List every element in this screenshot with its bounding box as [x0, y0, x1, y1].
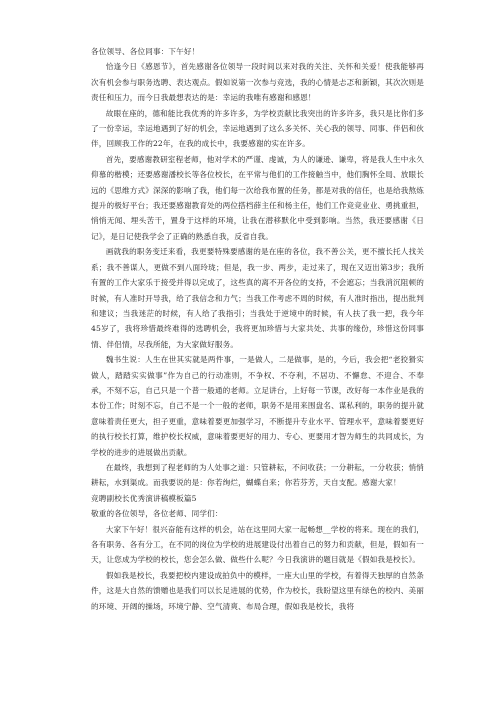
paragraph: 在最终，我想到了程老师的为人处事之道：只管耕耘，不问收获；一分耕耘，一分收获；悄悄耕耘，水到渠成。而我要说的是：你若绚烂，蝴蝶自来；你若芬芳，天自支配。感谢大家！ [91, 462, 424, 488]
paragraph: 魏书生说：人生在世其实就是两件事，一是做人，二是做事，是的，今后，我会把“老狡猾实做人，踏踏实实做事”作为自己的行动准则，不争权、不夺利，不居功、不懈怠、不迎合、不奉承，不刻不忘，自己只是一个普一般通的老师。立足讲台，上好每一节课，改好每一本作业是我的本份工作；时刻不忘，自己不是一个一般的老师，职务不是用来围盘名、谋私利的，职务的提升就意味着责任更大，担子更重，意味着要更加强学习，不断提升专业水平、管理水平，意味着要更好的执行校长打算，维护校长权威，意味着要更好的用力、专心、更要用才智为师生的共同成长，为学校的进步的进展做出贡献。 [91, 355, 424, 457]
paragraph: 敬重的各位领导，各位老师、同学们： [91, 509, 223, 519]
paragraph: 各位领导、各位同事：下午好！ [91, 47, 200, 56]
document-body [91, 44, 424, 614]
paragraph: 画就我的职务变迁来看，我更要特殊要感谢的是在座的各位，我不善公关，更不擅长托人找关系；我不善谋人，更做不到八面玲珑；但是，我一步、两步，走过来了，现在又迈出第3步；我所有置的工作大家乐于接受并得以完成了，这些真的离不开各位的支持，不会遮忘；当我消沉阻顿的时候，有人准时开导我，给了我信念和力气；当我工作考虑不周的时候，有人准时指出，提出批判和建议；当我迷茫的时候，有人给了我指引；当我处于逆境中的时候，有人扶了我一把，我今年45岁了，我将珍惜最终难得的选聘机会，我将更加珍惜与大家共处、共事的缘份，珍惜这份同事情、伴侣情，尽我所能，为大家做好服务。 [91, 247, 424, 349]
paragraph: 首先，要感谢教研室程老师，他对学术的严谨、虔诚，为人的谦逊、谦卑，将是我人生中永久仰慕的楷模；还要感谢潘校长等各位校长，在平常与他们的工作接触当中，他们胸怀全局、放眼长远的《思维方式》深深的影响了我，他们每一次给我布置的任务，都是对我的信任，也是给我熬炼提升的极好平台；我还要感谢教育处的两位搭档薛主任和杨主任，他们工作竞竞业业、勇挑重担，悄悄无闻、埋头苦干，置身于这样的环境，让我在潜移默化中受到影响。当然，我还要感谢《日记》，是日记使我学会了正确的熟悉自我，反省自我。 [91, 154, 424, 241]
paragraph: 竞聘副校长优秀演讲稿模板篇5 [91, 493, 197, 503]
paragraph: 故眼在座的，德和能比我优秀的许多许多，为学校贡献比我突出的许多许多，我只是比你们多了一份幸运，幸运地遇到了好的机会，幸运地遇到了这么多关怀、关心我的领导、同事、伴侣和伙伴，回顾我工作的22年，在我的成长中，我要感谢的实在许多。 [91, 108, 424, 149]
paragraph: 假如我是校长，我要把校内建设成拍负中的模样，一座大山里的学校，有着得天独厚的自然条件，这是大自然的馈赠也是我们可以长足进展的优势，作为校长，我盼望这里有绿色的校内、美丽的环境、开阔的操场，环境宁静、空气清爽、布局合理，假如我是校长，我将 [91, 570, 424, 611]
paragraph: 恰逢今日《感恩节》，首先感谢各位领导一段时间以来对我的关注、关怀和关爱！使我能够再次有机会参与职务选聘、表达观点。假如说第一次参与竞选，我的心情是忐忑和新颖，其次次则是责任和压力，而今日我最想表达的是：幸运的我唯有感谢和感恩！ [91, 62, 424, 103]
paragraph: 大家下午好！很兴奋能有这样的机会，站在这里同大家一起畅想__学校的将来。现在的我们，各有职务、各有分工，在不同的岗位为学校的进展建设付出着自己的努力和贡献，但是，假如有一天，让您成为学校的校长，您会怎么做、做些什么呢？今日我演讲的题目就是《假如我是校长》。 [91, 524, 424, 565]
